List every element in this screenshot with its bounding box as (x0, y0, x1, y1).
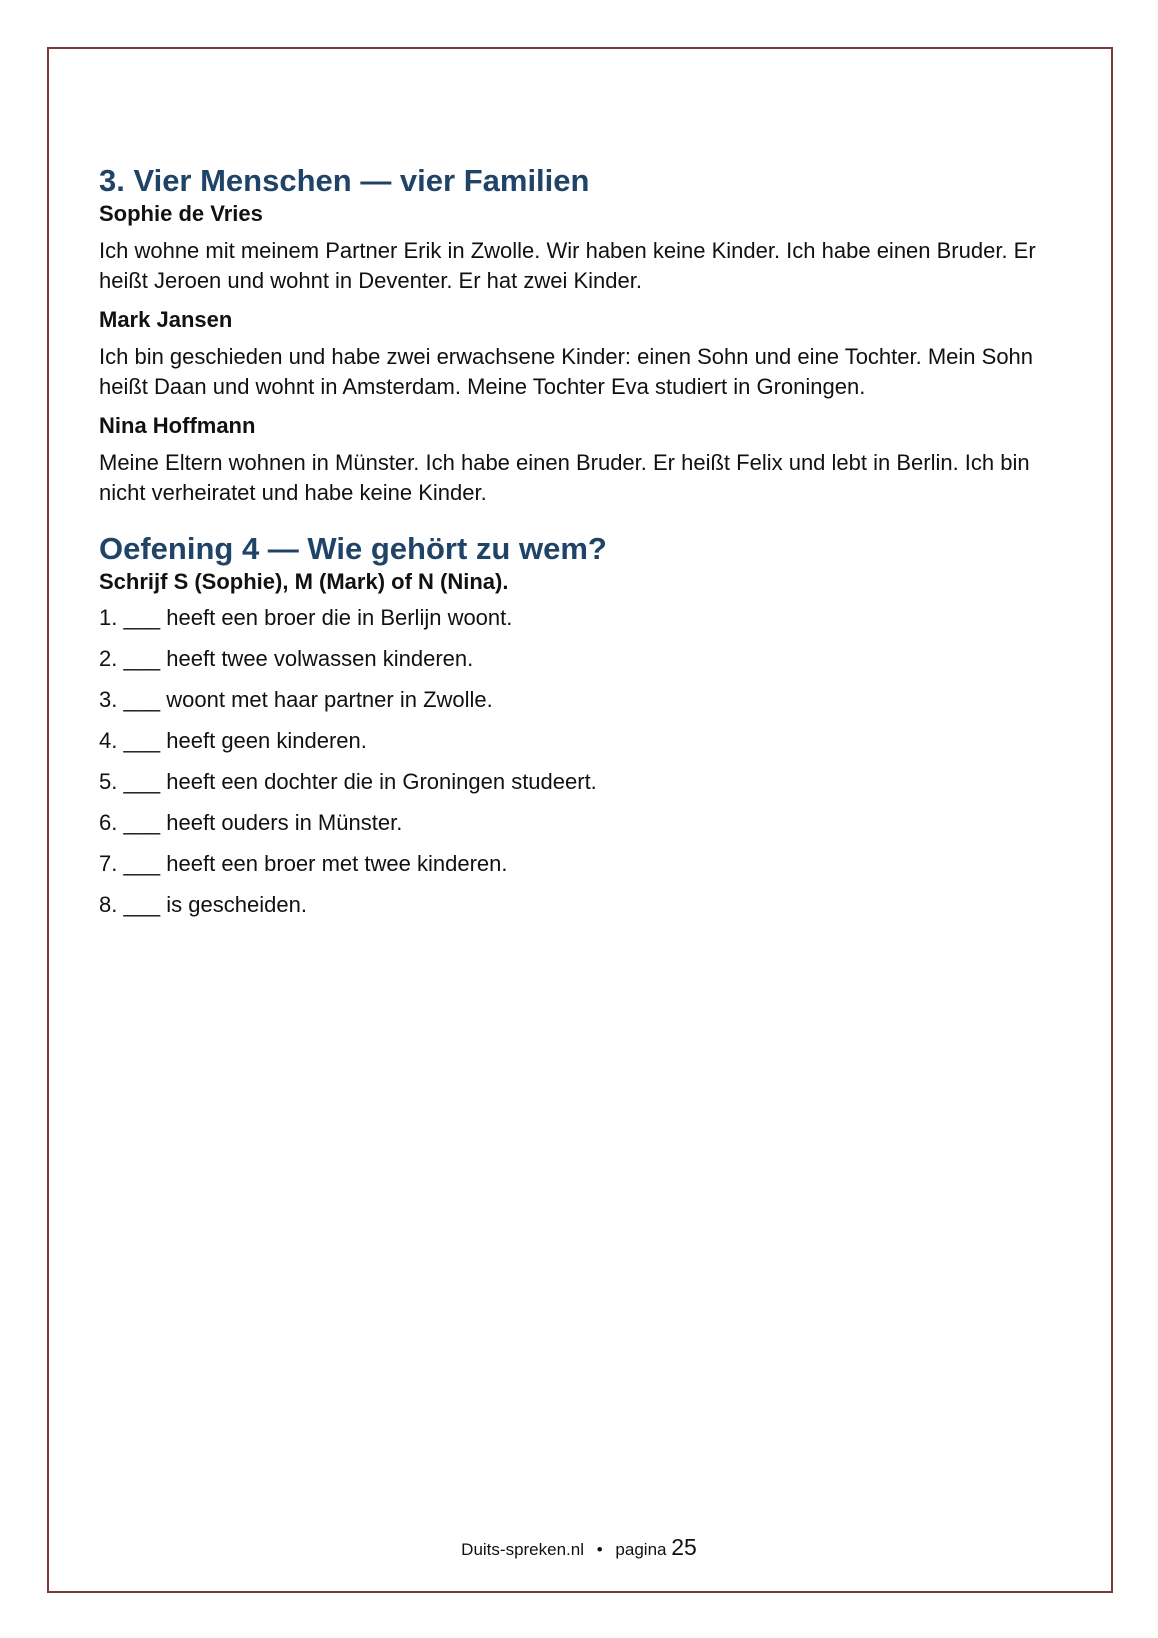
footer-page-label: pagina (615, 1540, 667, 1559)
bio-text-nina: Meine Eltern wohnen in Münster. Ich habe einen Bruder. Er heißt Felix und lebt in Berlin. Ich bin nicht verheiratet und habe keine Kinder. (99, 450, 1030, 505)
bio-text-mark: Ich bin geschieden und habe zwei erwachsene Kinder: einen Sohn und eine Tochter. Mein Sohn heißt Daan und wohnt in Amsterdam. Meine Tochter Eva studiert in Groningen. (99, 344, 1034, 399)
bio-text-sophie: Ich wohne mit meinem Partner Erik in Zwolle. Wir haben keine Kinder. Ich habe einen Bruder. Er heißt Jeroen und wohnt in Deventer. Er hat zwei Kinder. (99, 238, 1036, 293)
page-content (99, 162, 1059, 931)
exercise-item: 4. ___ heeft geen kinderen. (99, 728, 367, 753)
exercise-item: 2. ___ heeft twee volwassen kinderen. (99, 646, 474, 671)
exercise-section (99, 530, 1059, 920)
exercise-item: 7. ___ heeft een broer met twee kinderen. (99, 851, 508, 876)
exercise-heading: Oefening 4 — Wie gehört zu wem? (99, 531, 607, 566)
page-footer (0, 1534, 1158, 1561)
exercise-item: 1. ___ heeft een broer die in Berlijn woont. (99, 605, 513, 630)
exercise-item: 3. ___ woont met haar partner in Zwolle. (99, 687, 493, 712)
exercise-item: 8. ___ is gescheiden. (99, 892, 307, 917)
section-heading: 3. Vier Menschen — vier Familien (99, 163, 590, 198)
exercise-item: 5. ___ heeft een dochter die in Groningen studeert. (99, 769, 597, 794)
bio-name-sophie: Sophie de Vries (99, 201, 263, 226)
exercise-list (99, 603, 1059, 920)
footer-separator: • (596, 1540, 603, 1559)
footer-site: Duits-spreken.nl (461, 1540, 584, 1559)
bio-name-mark: Mark Jansen (99, 307, 233, 332)
exercise-item: 6. ___ heeft ouders in Münster. (99, 810, 403, 835)
footer-page-number: 25 (671, 1534, 697, 1560)
bio-name-nina: Nina Hoffmann (99, 413, 256, 438)
exercise-instruction: Schrijf S (Sophie), M (Mark) of N (Nina). (99, 569, 509, 594)
